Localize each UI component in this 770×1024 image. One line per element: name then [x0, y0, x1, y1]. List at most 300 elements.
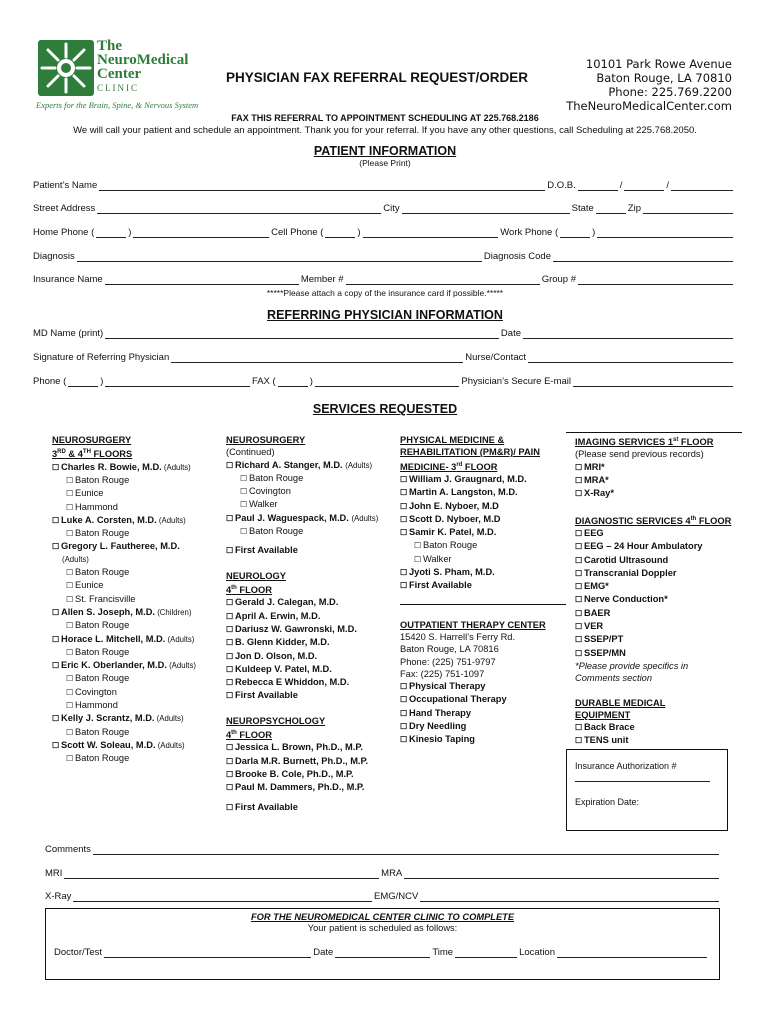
location-option[interactable]: ☐ Walker [414, 553, 452, 564]
neurology-option[interactable] [226, 650, 398, 663]
checkbox-icon[interactable]: ☐ [400, 708, 408, 718]
neurology-option-label: Gerald J. Calegan, M.D. [235, 597, 339, 608]
location-option[interactable] [52, 726, 222, 739]
dob-label: D.O.B. [547, 180, 576, 191]
neuropsychology-list [226, 741, 398, 794]
insurance-auth-label: Insurance Authorization # [575, 761, 677, 771]
doctor-option[interactable] [52, 659, 222, 672]
checkbox-icon[interactable]: ☐ [575, 595, 583, 605]
xray-row [45, 891, 721, 902]
diagnostic-option[interactable] [575, 633, 750, 646]
doctor-option[interactable] [52, 712, 222, 725]
address-phone: Phone: 225.769.2200 [608, 85, 732, 99]
checkbox-icon[interactable]: ☐ [226, 611, 234, 621]
md-phone-area-field[interactable] [68, 377, 98, 387]
pmr-column [400, 434, 565, 747]
neurology-option-label: Jon D. Olson, M.D. [235, 650, 318, 661]
schedule-location-label: Location [519, 947, 555, 958]
therapy-option[interactable] [400, 707, 565, 720]
dob-year-field[interactable] [671, 181, 733, 191]
neurology-option[interactable] [226, 623, 398, 636]
work-phone-field[interactable] [597, 228, 733, 238]
pmr-doctor-option-label: Martin A. Langston, M.D. [409, 487, 518, 498]
outpatient-heading: OUTPATIENT THERAPY CENTER [400, 619, 546, 630]
doctor-option-label: Horace L. Mitchell, M.D. [61, 633, 166, 644]
age-note: (Adults) [166, 661, 196, 671]
pmr-doctor-option-label: Scott D. Nyboer, M.D [409, 513, 501, 524]
neurology-heading: NEUROLOGY [226, 570, 286, 581]
neurology-option-label: Rebecca E Whiddon, M.D. [235, 677, 350, 688]
checkbox-icon[interactable]: ☐ [226, 770, 234, 780]
location-option[interactable] [52, 699, 222, 712]
age-note: (Adults) [62, 554, 89, 564]
location-option[interactable]: ☐ Baton Rouge [414, 540, 478, 551]
neurology-floor: 4th FLOOR [226, 584, 272, 596]
clinic-box-subtitle: Your patient is scheduled as follows: [307, 923, 458, 933]
location-option[interactable] [52, 474, 222, 487]
state-label: State [571, 203, 594, 214]
neurology-option[interactable] [226, 636, 398, 649]
neuropsychology-floor: 4th FLOOR [226, 730, 272, 741]
neurology-option-label: April A. Erwin, M.D. [235, 610, 321, 621]
diagnostic-option-label: Transcranial Doppler [584, 567, 677, 578]
therapy-option-label: Kinesio Taping [409, 734, 475, 745]
doctor-option[interactable]: ☐ Jyoti S. Pham, M.D. [400, 567, 495, 578]
physician-contact-row: Phone ( ) FAX ( ) Physician’s Secure E-mail [33, 376, 735, 387]
neurology-option[interactable] [226, 689, 398, 702]
pmr-doctor-option[interactable] [400, 473, 565, 486]
checkbox-icon[interactable]: ☐ [575, 568, 583, 578]
checkbox-icon[interactable]: ☐ [66, 489, 74, 499]
address-row [33, 203, 735, 214]
diagnosis-field[interactable] [77, 252, 482, 262]
age-note: (Adults) [165, 634, 195, 644]
logo-line: Center [97, 66, 142, 82]
logo-line: CLINIC [97, 83, 139, 93]
checkbox-icon[interactable]: ☐ [66, 727, 74, 737]
checkbox-icon[interactable]: ☐ [66, 568, 74, 578]
location-option[interactable]: ☐ Baton Rouge [240, 472, 304, 483]
diagnostic-option[interactable] [575, 647, 750, 660]
doctor-option-label: Kelly J. Scrantz, M.D. [61, 713, 155, 724]
mri-field[interactable] [64, 869, 379, 879]
doctor-option-label: Scott W. Soleau, M.D. [61, 739, 156, 750]
checkbox-icon[interactable]: ☐ [575, 555, 583, 565]
therapy-option-label: Occupational Therapy [409, 694, 507, 705]
checkbox-icon[interactable]: ☐ [66, 647, 74, 657]
md-email-field[interactable] [573, 377, 733, 387]
checkbox-icon[interactable]: ☐ [400, 682, 408, 692]
location-option-label: Covington [75, 686, 117, 697]
outpatient-city: Baton Rouge, LA 70816 [400, 644, 499, 655]
checkbox-icon[interactable]: ☐ [66, 529, 74, 539]
insurance-auth-field[interactable] [575, 781, 710, 782]
group-field[interactable] [578, 275, 733, 285]
checkbox-icon[interactable]: ☐ [226, 691, 234, 701]
nurse-field[interactable] [528, 353, 733, 363]
work-phone-label: Work Phone ( [500, 227, 559, 238]
schedule-date-label: Date [313, 947, 334, 958]
patient-name-field[interactable] [99, 181, 545, 191]
checkbox-icon[interactable]: ☐ [66, 475, 74, 485]
checkbox-icon[interactable]: ☐ [575, 528, 583, 538]
neurology-option[interactable] [226, 610, 398, 623]
doctor-option[interactable] [52, 633, 222, 646]
location-option[interactable] [52, 646, 222, 659]
neurology-option-label: Kuldeep V. Patel, M.D. [235, 663, 332, 674]
checkbox-icon[interactable]: ☐ [575, 723, 583, 733]
diagnostic-option-label: SSEP/PT [584, 634, 624, 645]
location-option[interactable] [52, 487, 222, 500]
col-heading: NEUROSURGERY [52, 435, 132, 445]
location-option[interactable] [52, 501, 222, 514]
home-phone-label: Home Phone ( [33, 227, 95, 238]
signature-row [33, 352, 735, 363]
diagnostic-option[interactable] [575, 554, 750, 567]
logo-line: NeuroMedical [97, 52, 189, 68]
mri-label: MRI [45, 868, 63, 879]
location-option-label: Hammond [75, 501, 118, 512]
dme-list [575, 721, 750, 748]
member-label: Member # [300, 274, 344, 285]
pmr-doctor-option[interactable] [400, 486, 565, 499]
checkbox-icon[interactable]: ☐ [52, 515, 60, 525]
doctor-option-label: Luke A. Corsten, M.D. [61, 514, 157, 525]
xray-label: X-Ray [45, 891, 72, 902]
location-option-label: Baton Rouge [75, 528, 130, 539]
outpatient-phone: Phone: (225) 751-9797 [400, 656, 496, 667]
diagnostic-option-label: SSEP/MN [584, 647, 626, 658]
md-phone-label: Phone ( [33, 376, 67, 387]
patient-name-label: Patient’s Name [33, 180, 98, 191]
checkbox-icon[interactable]: ☐ [226, 664, 234, 674]
diagnostic-option-label: BAER [584, 607, 611, 618]
neurosurgery-list [52, 461, 222, 766]
dme-option-label: Back Brace [584, 722, 635, 733]
schedule-time-label: Time [432, 947, 454, 958]
diagnostic-option-label: EEG – 24 Hour Ambulatory [584, 541, 703, 552]
xray-field[interactable] [73, 892, 372, 902]
clinic-box-title: FOR THE NEUROMEDICAL CENTER CLINIC TO COMPLETE [250, 912, 515, 922]
checkbox-icon[interactable]: ☐ [66, 621, 74, 631]
neurosurgery-column [52, 434, 222, 766]
cell-area-field[interactable] [325, 228, 355, 238]
phone-row: Home Phone ( ) Cell Phone ( ) Work Phone ( ) [33, 227, 735, 238]
insurance-card-note: *****Please attach a copy of the insurance card if possible.***** [266, 288, 504, 298]
dme-option[interactable] [575, 734, 750, 747]
neuropsychology-option[interactable] [226, 755, 398, 768]
doctor-option[interactable] [52, 739, 222, 752]
pmr-doctor-option-label: John E. Nyboer, M.D [409, 500, 499, 511]
clinic-use-box [45, 908, 720, 980]
pmr-list [400, 473, 565, 539]
diagnostic-heading: DIAGNOSTIC SERVICES 4th FLOOR [575, 515, 732, 526]
location-option-label: Baton Rouge [75, 726, 130, 737]
first-available-option[interactable]: ☐ First Available [226, 545, 298, 556]
checkbox-icon[interactable]: ☐ [226, 651, 234, 661]
location-option-label: Baton Rouge [75, 753, 130, 764]
md-fax-label: FAX ( [251, 376, 276, 387]
city-field[interactable] [402, 204, 570, 214]
patient-section-title: PATIENT INFORMATION [313, 144, 457, 158]
col-heading: MEDICINE- 3rd FLOOR [400, 461, 498, 472]
checkbox-icon[interactable]: ☐ [52, 661, 60, 671]
age-note: (Adults) [156, 515, 186, 525]
md-name-field[interactable] [105, 329, 499, 339]
age-note: (Adults) [155, 740, 185, 750]
checkbox-icon[interactable]: ☐ [66, 687, 74, 697]
first-available-option[interactable]: ☐ First Available [226, 801, 298, 812]
pmr-doctor-option[interactable] [400, 526, 565, 539]
checkbox-icon[interactable]: ☐ [66, 754, 74, 764]
md-fax-field[interactable] [315, 377, 459, 387]
patient-name-row: Patient’s Name D.O.B. / / [33, 180, 735, 191]
therapy-option[interactable] [400, 733, 565, 746]
doctor-option-label: Charles R. Bowie, M.D. [61, 461, 162, 472]
location-option[interactable] [52, 527, 222, 540]
md-name-row [33, 328, 735, 339]
diagnostic-option[interactable] [575, 620, 750, 633]
location-option[interactable] [52, 672, 222, 685]
imaging-heading: IMAGING SERVICES 1st FLOOR [575, 437, 714, 448]
diagnostic-option[interactable] [575, 593, 750, 606]
dob-month-field[interactable] [578, 181, 618, 191]
diagnostic-list [575, 527, 750, 660]
location-option[interactable]: ☐ Covington [240, 486, 291, 497]
checkbox-icon[interactable]: ☐ [226, 678, 234, 688]
checkbox-icon[interactable]: ☐ [575, 489, 583, 499]
checkbox-icon[interactable]: ☐ [52, 462, 60, 472]
pmr-doctor-option[interactable] [400, 500, 565, 513]
checkbox-icon[interactable]: ☐ [575, 736, 583, 746]
checkbox-icon[interactable]: ☐ [66, 581, 74, 591]
first-available-option[interactable]: ☐ First Available [400, 580, 472, 591]
neuropsychology-option-label: Paul M. Dammers, Ph.D., M.P. [235, 782, 365, 793]
imaging-column [575, 434, 750, 748]
neurology-option[interactable] [226, 663, 398, 676]
doctor-option[interactable] [52, 606, 222, 619]
patient-section-subtitle: (Please Print) [359, 158, 411, 168]
location-option[interactable]: ☐ Baton Rouge [240, 526, 304, 537]
location-option-label: St. Francisville [75, 593, 136, 604]
neuropsychology-option[interactable] [226, 741, 398, 754]
home-area-field[interactable] [96, 228, 126, 238]
neurology-option[interactable] [226, 676, 398, 689]
checkbox-icon[interactable]: ☐ [400, 488, 408, 498]
location-option[interactable] [52, 686, 222, 699]
zip-field[interactable] [643, 204, 733, 214]
therapy-list [400, 680, 565, 746]
diagnostic-option[interactable] [575, 540, 750, 553]
col-subheading: (Continued) [226, 447, 275, 458]
location-option-label: Hammond [75, 700, 118, 711]
pmr-doctor-option[interactable] [400, 513, 565, 526]
checkbox-icon[interactable]: ☐ [575, 582, 583, 592]
comments-field[interactable] [93, 845, 719, 855]
logo-line: The [97, 38, 123, 54]
neurology-option-label: B. Glenn Kidder, M.D. [235, 637, 330, 648]
location-option[interactable] [52, 579, 222, 592]
checkbox-icon[interactable]: ☐ [400, 501, 408, 511]
checkbox-icon[interactable]: ☐ [66, 502, 74, 512]
checkbox-icon[interactable]: ☐ [226, 638, 234, 648]
imaging-option[interactable] [575, 461, 750, 474]
member-field[interactable] [346, 275, 540, 285]
location-option-label: Baton Rouge [75, 620, 130, 631]
checkbox-icon[interactable]: ☐ [226, 743, 234, 753]
diagnostic-option[interactable] [575, 527, 750, 540]
checkbox-icon[interactable]: ☐ [66, 701, 74, 711]
checkbox-icon[interactable]: ☐ [400, 474, 408, 484]
doctor-option[interactable] [52, 514, 222, 527]
doctor-option[interactable]: ☐ Paul J. Waguespack, M.D. (Adults) [226, 512, 379, 523]
doctor-option[interactable] [52, 540, 222, 553]
street-field[interactable] [97, 204, 381, 214]
checkbox-icon[interactable]: ☐ [575, 462, 583, 472]
doctor-test-field[interactable] [104, 948, 311, 958]
checkbox-icon[interactable]: ☐ [226, 756, 234, 766]
location-option[interactable] [52, 619, 222, 632]
doctor-test-label: Doctor/Test [54, 947, 103, 958]
location-option-label: Baton Rouge [75, 646, 130, 657]
checkbox-icon[interactable]: ☐ [226, 783, 234, 793]
md-date-field[interactable] [523, 329, 733, 339]
location-option[interactable]: ☐ Walker [240, 499, 278, 510]
imaging-list [575, 461, 750, 501]
diagnostic-option[interactable] [575, 580, 750, 593]
checkbox-icon[interactable]: ☐ [400, 735, 408, 745]
checkbox-icon[interactable]: ☐ [575, 608, 583, 618]
checkbox-icon[interactable]: ☐ [400, 514, 408, 524]
doctor-option[interactable] [52, 461, 222, 474]
home-phone-field[interactable] [133, 228, 269, 238]
street-label: Street Address [33, 203, 96, 214]
imaging-option[interactable] [575, 474, 750, 487]
therapy-option[interactable] [400, 693, 565, 706]
imaging-option-label: X-Ray* [584, 488, 614, 499]
age-note: (Adults) [161, 462, 191, 472]
md-phone-field[interactable] [105, 377, 249, 387]
cell-phone-label: Cell Phone ( [271, 227, 324, 238]
schedule-location-field[interactable] [557, 948, 707, 958]
checkbox-icon[interactable]: ☐ [575, 635, 583, 645]
diagnostic-option[interactable] [575, 607, 750, 620]
checkbox-icon[interactable]: ☐ [52, 714, 60, 724]
neuropsychology-option[interactable] [226, 781, 398, 794]
imaging-option[interactable] [575, 487, 750, 500]
checkbox-icon[interactable]: ☐ [575, 622, 583, 632]
neurology-list [226, 596, 398, 702]
checkbox-icon[interactable]: ☐ [400, 528, 408, 538]
therapy-option[interactable] [400, 680, 565, 693]
neurology-option-label: First Available [235, 690, 298, 701]
state-field[interactable] [596, 204, 626, 214]
divider [400, 604, 566, 605]
insurance-label: Insurance Name [33, 274, 103, 285]
checkbox-icon[interactable]: ☐ [52, 740, 60, 750]
nurse-label: Nurse/Contact [465, 352, 526, 363]
diagnostic-option[interactable] [575, 567, 750, 580]
address-website: TheNeuroMedicalCenter.com [566, 99, 732, 113]
fax-instruction: FAX THIS REFERRAL TO APPOINTMENT SCHEDULING AT 225.768.2186 [231, 113, 539, 123]
location-option-label: Baton Rouge [75, 474, 130, 485]
schedule-row [54, 947, 709, 958]
mri-row [45, 868, 721, 879]
md-fax-area-field[interactable] [278, 377, 308, 387]
md-date-label: Date [500, 328, 521, 339]
insurance-row [33, 274, 735, 285]
schedule-time-field[interactable] [455, 948, 517, 958]
dob-day-field[interactable] [624, 181, 664, 191]
doctor-option-label: Gregory L. Fautheree, M.D. [61, 541, 180, 552]
checkbox-icon[interactable]: ☐ [52, 542, 60, 552]
diagnostic-note: Comments section [575, 673, 652, 684]
outpatient-address: 15420 S. Harrell’s Ferry Rd. [400, 631, 516, 642]
diagnostic-option-label: Nerve Conduction* [584, 594, 668, 605]
diagnostic-option-label: Carotid Ultrasound [584, 554, 669, 565]
checkbox-icon[interactable]: ☐ [400, 722, 408, 732]
neuropsychology-heading: NEUROPSYCHOLOGY [226, 715, 326, 726]
checkbox-icon[interactable]: ☐ [52, 607, 60, 617]
zip-label: Zip [627, 203, 641, 214]
neurology-option-label: Dariusz W. Gawronski, M.D. [235, 623, 357, 634]
neuropsychology-option-label: Jessica L. Brown, Ph.D., M.P. [235, 742, 363, 753]
mra-field[interactable] [404, 869, 719, 879]
diagnostic-option-label: VER [584, 621, 604, 632]
checkbox-icon[interactable]: ☐ [226, 598, 234, 608]
location-option[interactable] [52, 566, 222, 579]
checkbox-icon[interactable]: ☐ [575, 648, 583, 658]
neuropsychology-option[interactable] [226, 768, 398, 781]
signature-label: Signature of Referring Physician [33, 352, 170, 363]
emg-label: EMG/NCV [374, 891, 419, 902]
checkbox-icon[interactable]: ☐ [66, 674, 74, 684]
checkbox-icon[interactable]: ☐ [575, 542, 583, 552]
group-label: Group # [541, 274, 577, 285]
signature-field[interactable] [171, 353, 463, 363]
expiration-label: Expiration Date: [575, 797, 640, 807]
col-heading: NEUROSURGERY [226, 435, 306, 445]
diagnosis-label: Diagnosis [33, 251, 75, 262]
divider [566, 432, 742, 433]
location-option[interactable] [52, 752, 222, 765]
checkbox-icon[interactable]: ☐ [400, 695, 408, 705]
location-option-label: Baton Rouge [75, 567, 130, 578]
emg-field[interactable] [420, 892, 719, 902]
schedule-date-field[interactable] [335, 948, 430, 958]
pmr-doctor-option-label: William J. Graugnard, M.D. [409, 473, 527, 484]
imaging-option-label: MRI* [584, 461, 605, 472]
dme-option[interactable] [575, 721, 750, 734]
checkbox-icon[interactable]: ☐ [575, 475, 583, 485]
work-area-field[interactable] [560, 228, 590, 238]
doctor-option[interactable]: ☐ Richard A. Stanger, M.D. (Adults) [226, 459, 373, 470]
diagnosis-code-field[interactable] [553, 252, 733, 262]
outpatient-fax: Fax: (225) 751-1097 [400, 668, 485, 679]
imaging-note: (Please send previous records) [575, 449, 704, 460]
checkbox-icon[interactable]: ☐ [66, 594, 74, 604]
age-note: (Adults) [154, 714, 184, 724]
comments-label: Comments [45, 844, 91, 855]
neurology-option[interactable] [226, 596, 398, 609]
diagnosis-code-label: Diagnosis Code [483, 251, 551, 262]
checkbox-icon[interactable]: ☐ [226, 624, 234, 634]
therapy-option[interactable] [400, 720, 565, 733]
cell-phone-field[interactable] [363, 228, 499, 238]
location-option[interactable] [52, 593, 222, 606]
checkbox-icon[interactable]: ☐ [52, 634, 60, 644]
insurance-field[interactable] [105, 275, 299, 285]
